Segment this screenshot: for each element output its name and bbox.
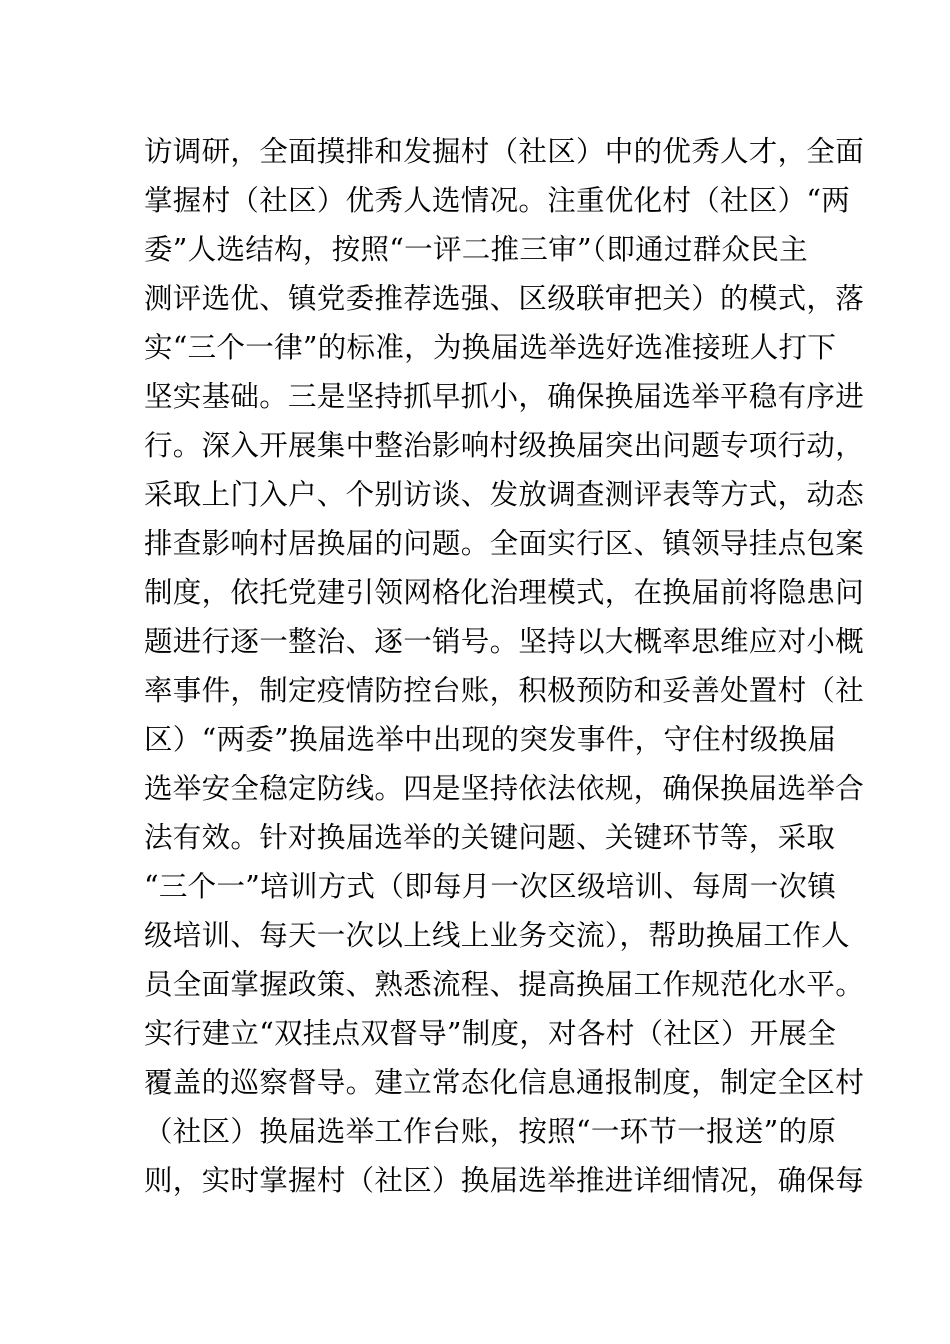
text-line: 访调研，全面摸排和发掘村（社区）中的优秀人才，全面 bbox=[144, 135, 865, 168]
text-line: 实“三个一律”的标准，为换届选举选好选准接班人打下 bbox=[144, 331, 837, 364]
text-line: 则，实时掌握村（社区）换届选举推进详细情况，确保每 bbox=[144, 1164, 865, 1197]
text-line: 区）“两委”换届选举中出现的突发事件，守住村级换届 bbox=[144, 723, 837, 756]
text-line: 级培训、每天一次以上线上业务交流），帮助换届工作人 bbox=[144, 919, 850, 952]
text-line: 实行建立“双挂点双督导”制度，对各村（社区）开展全 bbox=[144, 1017, 837, 1050]
text-line: 法有效。针对换届选举的关键问题、关键环节等，采取 bbox=[144, 821, 836, 854]
text-line: 委”人选结构，按照“一评二推三审”（即通过群众民主 bbox=[144, 233, 808, 266]
text-line: 选举安全稳定防线。四是坚持依法依规，确保换届选举合 bbox=[144, 772, 865, 805]
text-line: 坚实基础。三是坚持抓早抓小，确保换届选举平稳有序进 bbox=[144, 380, 865, 413]
body-paragraph bbox=[144, 127, 865, 1205]
text-line: 员全面掌握政策、熟悉流程、提高换届工作规范化水平。 bbox=[144, 968, 865, 1001]
text-line: 掌握村（社区）优秀人选情况。注重优化村（社区）“两 bbox=[144, 184, 851, 217]
text-line: 采取上门入户、个别访谈、发放调查测评表等方式，动态 bbox=[144, 478, 865, 511]
text-line: 测评选优、镇党委推荐选强、区级联审把关）的模式，落 bbox=[144, 282, 865, 315]
text-line: 题进行逐一整治、逐一销号。坚持以大概率思维应对小概 bbox=[144, 625, 865, 658]
text-line: “三个一”培训方式（即每月一次区级培训、每周一次镇 bbox=[144, 870, 837, 903]
text-line: 率事件，制定疫情防控台账，积极预防和妥善处置村（社 bbox=[144, 674, 865, 707]
text-line: 覆盖的巡察督导。建立常态化信息通报制度，制定全区村 bbox=[144, 1066, 865, 1099]
text-line: 排查影响村居换届的问题。全面实行区、镇领导挂点包案 bbox=[144, 527, 865, 560]
text-line: 行。深入开展集中整治影响村级换届突出问题专项行动， bbox=[144, 429, 865, 462]
text-line: 制度，依托党建引领网格化治理模式，在换届前将隐患问 bbox=[144, 576, 865, 609]
text-line: （社区）换届选举工作台账，按照“一环节一报送”的原 bbox=[144, 1115, 837, 1148]
